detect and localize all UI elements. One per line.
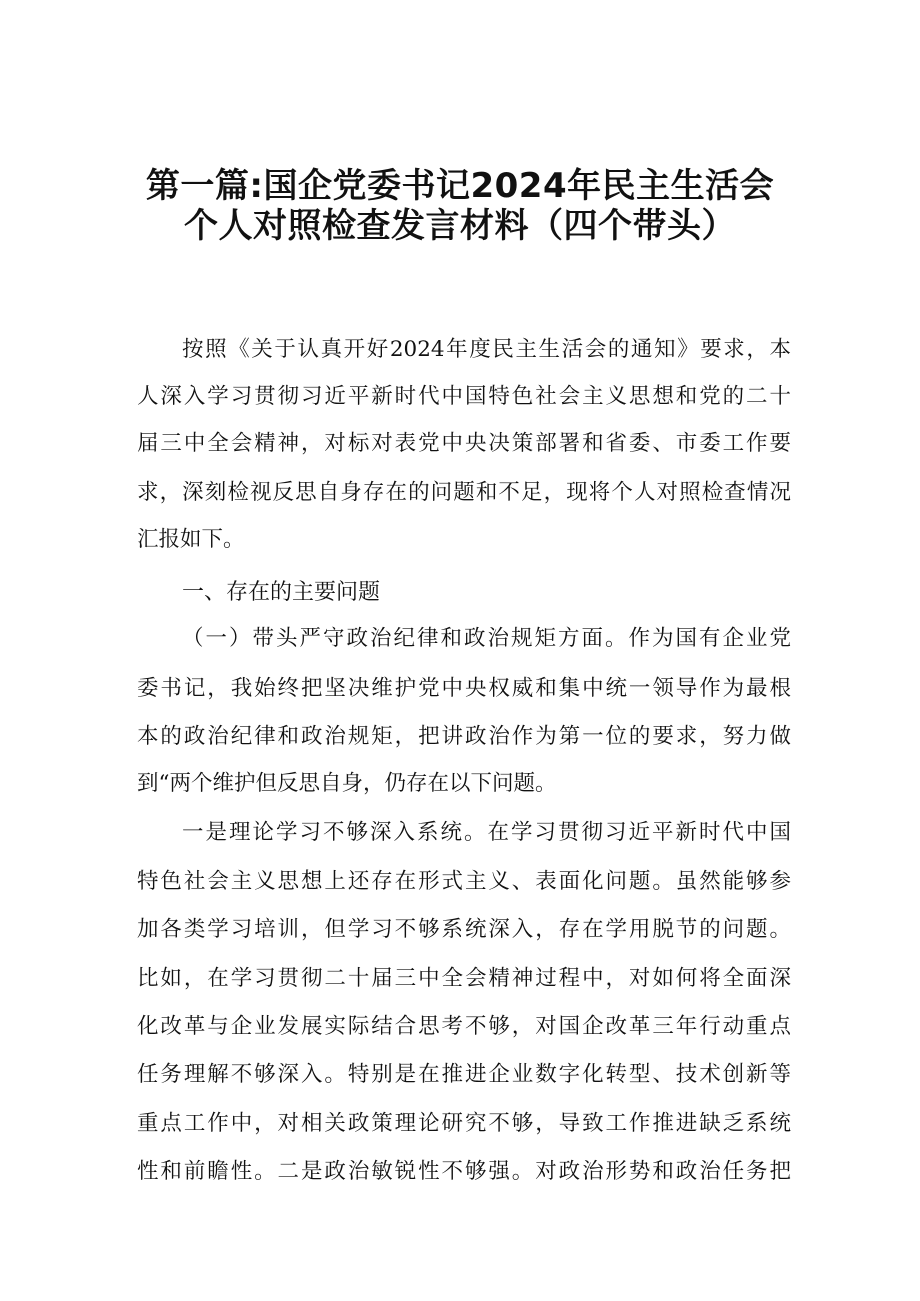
point-line: 化改革与企业发展实际结合思考不够，对国企改革三年行动重点 (137, 1014, 791, 1039)
point-line: 任务理解不够深入。特别是在推进企业数字化转型、技术创新等 (137, 1062, 791, 1087)
point-line: 特色社会主义思想上还存在形式主义、表面化问题。虽然能够参 (137, 869, 791, 894)
point-line: 重点工作中，对相关政策理论研究不够，导致工作推进缺乏系统 (137, 1111, 791, 1136)
subsection-line: 委书记，我始终把坚决维护党中央权威和集中统一领导作为最根 (137, 676, 791, 701)
point-line: 一是理论学习不够深入系统。在学习贯彻习近平新时代中国 (182, 820, 791, 845)
point-line: 比如，在学习贯彻二十届三中全会精神过程中，对如何将全面深 (137, 966, 791, 991)
subsection-line: 本的政治纪律和政治规矩，把讲政治作为第一位的要求，努力做 (137, 724, 791, 749)
point-line: 加各类学习培训，但学习不够系统深入，存在学用脱节的问题。 (137, 917, 791, 942)
paragraph-line: 求，深刻检视反思自身存在的问题和不足，现将个人对照检查情况 (137, 480, 791, 505)
paragraph-line: 汇报如下。 (137, 527, 245, 552)
subsection-line: 到“两个维护但反思自身，仍存在以下问题。 (137, 771, 557, 796)
document-title-line-2: 个人对照检查发言材料（四个带头） (184, 206, 736, 246)
document-title-line-1: 第一篇:国企党委书记2024年民主生活会 (145, 166, 775, 206)
paragraph-line: 人深入学习贯彻习近平新时代中国特色社会主义思想和党的二十 (137, 384, 791, 409)
section-heading: 一、存在的主要问题 (182, 580, 381, 605)
paragraph-line: 按照《关于认真开好2024年度民主生活会的通知》要求，本 (182, 337, 791, 362)
subsection-line: （一）带头严守政治纪律和政治规矩方面。作为国有企业党 (182, 626, 791, 651)
point-line: 性和前瞻性。二是政治敏锐性不够强。对政治形势和政治任务把 (137, 1159, 791, 1184)
paragraph-line: 届三中全会精神，对标对表党中央决策部署和省委、市委工作要 (137, 431, 791, 456)
